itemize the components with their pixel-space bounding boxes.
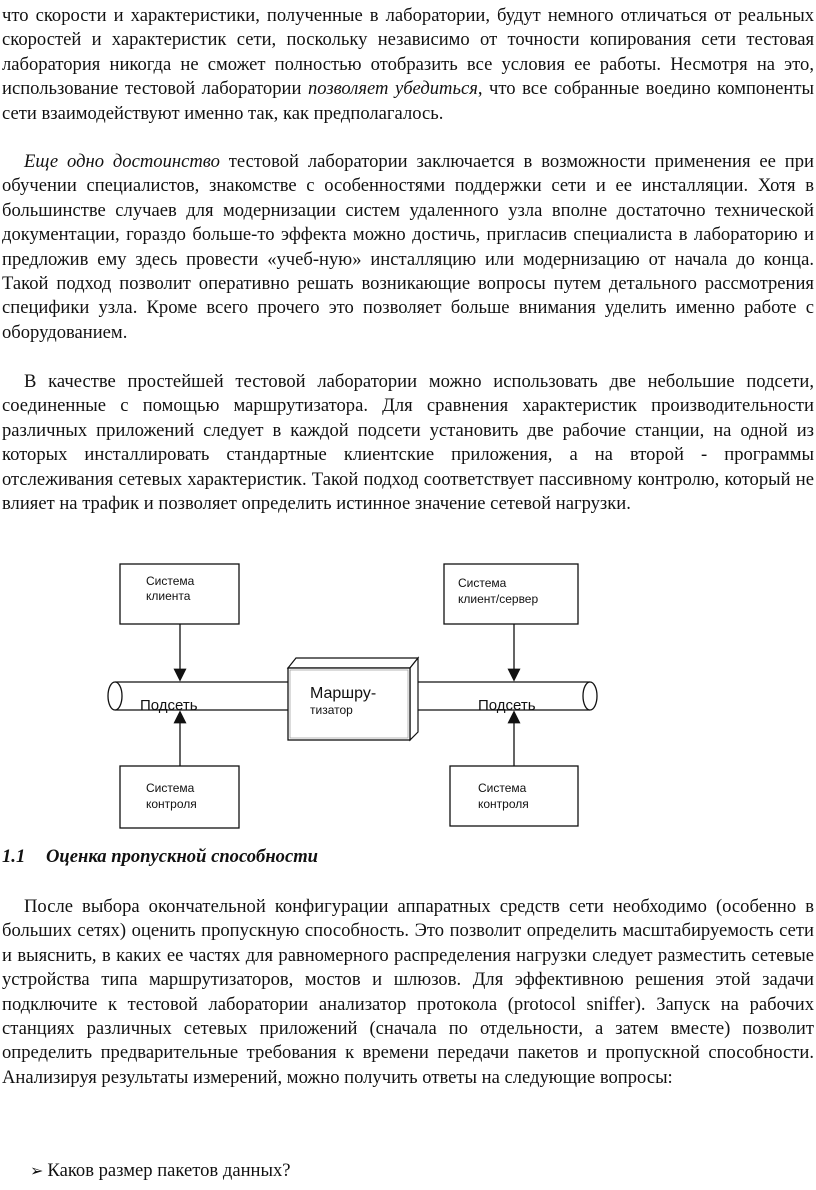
- paragraph-3: В качестве простейшей тестовой лаборатории можно использовать две небольшие подсети, соединенные с помощью маршрутизатора. Для сравнения характеристик производительности различных приложений следует в каждой подсети установить две рабочие станции, на одной из которых инсталлировать стандартные клиентские приложения, а на второй - программы отслеживания сетевых характеристик. Такой подход соответствует пассивному контролю, который не влияет на трафик и позволяет определить истинное значение сетевой нагрузки.: [2, 371, 814, 515]
- clientserver-system-box: [444, 564, 578, 624]
- section-number: 1.1: [2, 846, 26, 867]
- paragraph-1: что скорости и характеристики, полученные в лаборатории, будут немного отличаться от реальных скоростей и характеристик сети, поскольку независимо от точности копирования сети тестовая лаборатория никогда не сможет полностью отобразить все условия ее работы. Несмотря на это, использование тестовой лаборатории позволяет убедиться, что все собранные воедино компоненты сети взаимодействуют именно так, как предполагалось.: [2, 5, 814, 124]
- arrow-bullet-icon: ➢: [30, 1161, 44, 1180]
- subnet-right-pipe: [403, 682, 597, 714]
- router-label-line2: тизатор: [310, 703, 353, 717]
- monitor-system-left-box: [120, 766, 239, 828]
- bullet-item: [30, 1160, 291, 1182]
- monitor-right-label-line1: Система: [478, 781, 527, 795]
- monitor-left-label-line2: контроля: [146, 797, 197, 811]
- network-test-lab-diagram: [0, 540, 816, 840]
- client-system-label-line2: клиента: [146, 589, 191, 603]
- monitor-system-right-box: [450, 766, 578, 826]
- router-label-line1: Маршру-: [310, 685, 377, 702]
- subnet-right-label: Подсеть: [478, 697, 536, 714]
- subnet-left-pipe: [108, 682, 295, 714]
- client-system-box: [120, 564, 239, 624]
- paragraph-2-emphasis: Еще одно достоинство: [24, 151, 220, 172]
- client-system-label-line1: Система: [146, 574, 195, 588]
- router-box: [288, 658, 418, 740]
- clientserver-system-label-line2: клиент/сервер: [458, 592, 539, 606]
- section-title: Оценка пропускной способности: [46, 846, 318, 867]
- monitor-left-label-line1: Система: [146, 781, 195, 795]
- section-heading: [2, 846, 318, 868]
- subnet-left-label: Подсеть: [140, 697, 198, 714]
- paragraph-1-emphasis: позволяет убедиться: [307, 78, 478, 100]
- paragraph-4: После выбора окончательной конфигурации аппаратных средств сети необходимо (особенно в больших сетях) оценить пропускную способность. Это позволит определить масштабируемость сети и выяснить, в каких ее частях для равномерного распределения нагрузки следует разместить сетевые устройства типа маршрутизаторов, мостов и шлюзов. Для эффективною решения этой задачи подключите к тестовой лаборатории анализатор протокола (protocol sniffer). Запуск на рабочих станциях различных сетевых приложений (сначала по отдельности, а затем вместе) позволит определить предварительные требования к времени передачи пакетов и пропускной способности. Анализируя результаты измерений, можно получить ответы на следующие вопросы:: [2, 896, 814, 1088]
- paragraph-2: Еще одно достоинство тестовой лаборатории заключается в возможности применения ее при обучении специалистов, знакомстве с особенностями поддержки сети и ее инсталляции. Хотя в большинстве случаев для модернизации систем удаленного узла вполне достаточно технической документации, гораздо больше-то эффекта можно достичь, пригласив специалиста в лабораторию и предложив ему здесь провести «учеб-ную» инсталляцию или модернизацию от начала до конца. Такой подход позволит оперативно решать возникающие вопросы путем детального рассмотрения специфики узла. Кроме всего прочего это позволяет больше внимания уделить именно работе с оборудованием.: [2, 151, 815, 343]
- bullet-text: Каков размер пакетов данных?: [47, 1160, 291, 1181]
- clientserver-system-label-line1: Система: [458, 576, 507, 590]
- monitor-right-label-line2: контроля: [478, 797, 529, 811]
